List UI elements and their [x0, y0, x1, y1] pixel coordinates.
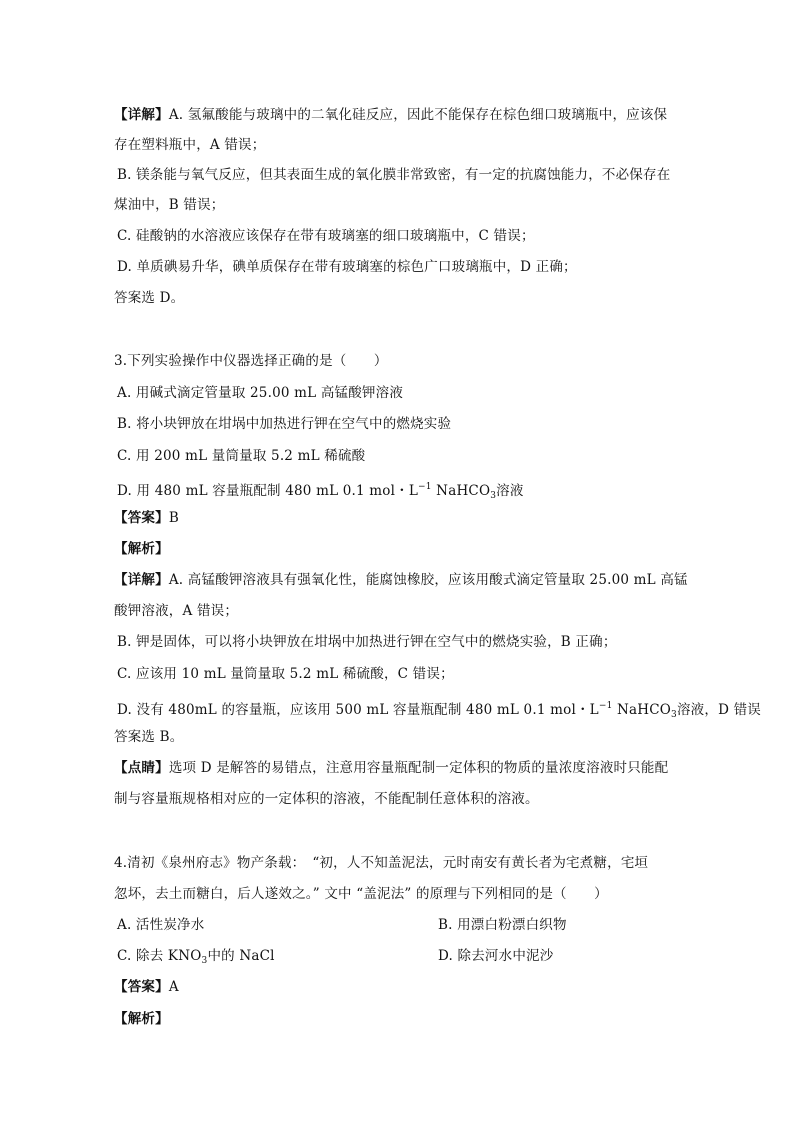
- option-c-suffix: 中的 NaCl: [207, 948, 275, 964]
- option-c: [117, 947, 275, 970]
- question-stem: 4.清初《泉州府志》物产条载： “初，人不知盖泥法，元时南安有黄长者为宅煮糖，宅垣: [114, 855, 649, 871]
- option-d-text: D. 用 480 mL 容量瓶配制 480 mL 0.1 mol・L: [117, 483, 419, 499]
- tip-label: 【点睛】: [114, 760, 169, 776]
- superscript: −1: [598, 701, 613, 711]
- question-stem: 3.下列实验操作中仪器选择正确的是（ ）: [114, 353, 388, 369]
- detail-line: C. 硅酸钠的水溶液应该保存在带有玻璃塞的细口玻璃瓶中，C 错误；: [117, 228, 535, 244]
- answer-label: 【答案】: [114, 979, 169, 995]
- option-a: A. 活性炭净水: [117, 917, 205, 933]
- subscript: 3: [490, 491, 497, 501]
- detail-line: 酸钾溶液，A 错误；: [114, 603, 239, 619]
- tip-line: 制与容量瓶规格相对应的一定体积的溶液，不能配制任意体积的溶液。: [114, 791, 539, 807]
- detail-line: D. 单质碘易升华，碘单质保存在带有玻璃塞的棕色广口玻璃瓶中，D 正确；: [117, 259, 577, 275]
- conclusion-line: 答案选 B。: [114, 729, 184, 745]
- detail-line: [114, 106, 667, 124]
- option-c: C. 用 200 mL 量筒量取 5.2 mL 稀硫酸: [117, 448, 366, 464]
- detail-suffix: 溶液，D 错误: [676, 702, 761, 718]
- superscript: −1: [418, 482, 432, 492]
- question-stem: 忽坏，去土而糖白，后人遂效之。” 文中 “盖泥法” 的原理与下列相同的是（ ）: [114, 886, 608, 902]
- detail-text: A. 高锰酸钾溶液具有强氧化性，能腐蚀橡胶，应该用酸式滴定管量取 25.00 mL 高锰: [168, 572, 688, 588]
- detail-line: C. 应该用 10 mL 量筒量取 5.2 mL 稀硫酸，C 错误；: [117, 666, 454, 682]
- option-a: A. 用碱式滴定管量取 25.00 mL 高锰酸钾溶液: [117, 385, 404, 401]
- detail-line: 煤油中，B 错误；: [114, 197, 225, 213]
- option-b: B. 将小块钾放在坩埚中加热进行钾在空气中的燃烧实验: [117, 416, 452, 432]
- detail-line: [114, 571, 688, 589]
- detail-formula: NaHCO: [612, 702, 672, 718]
- detail-line: B. 钾是固体，可以将小块钾放在坩埚中加热进行钾在空气中的燃烧实验，B 正确；: [117, 634, 617, 650]
- answer-line: [114, 978, 179, 996]
- detail-line: 存在塑料瓶中，A 错误；: [114, 137, 266, 153]
- detail-label: 【详解】: [114, 572, 169, 588]
- option-d-suffix: 溶液: [496, 483, 524, 499]
- option-d: D. 除去河水中泥沙: [438, 948, 554, 964]
- detail-text: D. 没有 480mL 的容量瓶，应该用 500 mL 容量瓶配制 480 mL 0.1 mol・L: [117, 702, 599, 718]
- detail-text: A. 氢氟酸能与玻璃中的二氧化硅反应，因此不能保存在棕色细口玻璃瓶中，应该保: [168, 107, 668, 123]
- detail-line: B. 镁条能与氧气反应，但其表面生成的氧化膜非常致密，有一定的抗腐蚀能力，不必保存在: [117, 167, 671, 183]
- tip-line: [114, 759, 668, 777]
- detail-line: [117, 697, 761, 724]
- answer-value: B: [168, 510, 179, 526]
- answer-label: 【答案】: [114, 510, 169, 526]
- tip-text: 选项 D 是解答的易错点，注意用容量瓶配制一定体积的物质的量浓度溶液时只能配: [168, 760, 669, 776]
- detail-label: 【详解】: [114, 107, 169, 123]
- conclusion-line: 答案选 D。: [114, 290, 185, 306]
- option-d-formula: NaHCO: [431, 483, 491, 499]
- analysis-label: 【解析】: [114, 541, 169, 557]
- option-b: B. 用漂白粉漂白织物: [438, 917, 567, 933]
- analysis-label: 【解析】: [114, 1011, 169, 1027]
- option-d: [117, 478, 524, 505]
- answer-line: [114, 509, 179, 527]
- option-c-text: C. 除去 KNO: [117, 948, 202, 964]
- subscript: 3: [671, 710, 677, 720]
- answer-value: A: [168, 979, 179, 995]
- subscript: 3: [201, 956, 208, 966]
